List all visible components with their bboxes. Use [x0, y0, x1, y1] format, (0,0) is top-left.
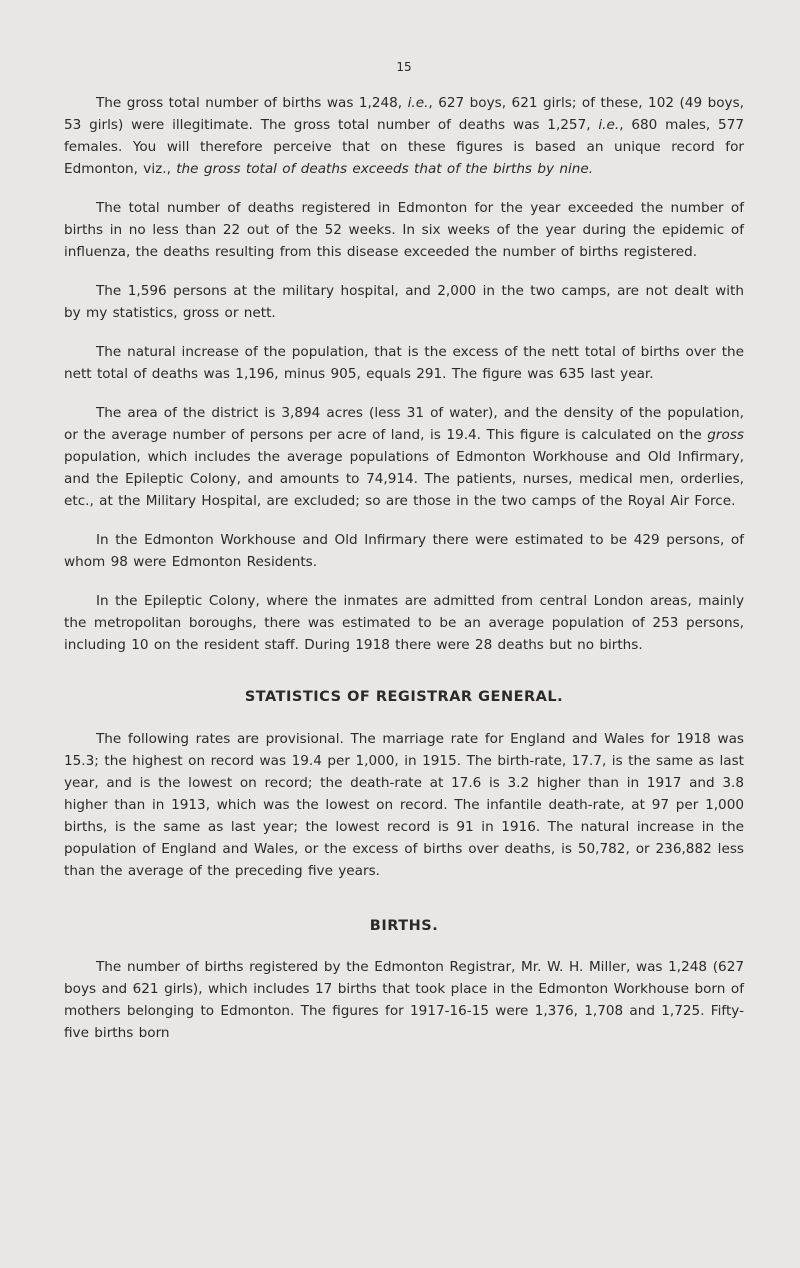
paragraph-military-hospital: The 1,596 persons at the military hospital, and 2,000 in the two camps, are not dealt with by my statistics, gross or nett. — [64, 283, 744, 321]
text-segment: , 680 males, 577 females. You will therefore perceive that on these figures is based an unique record for Edmonton, viz., — [64, 117, 745, 177]
heading-births: BIRTHS. — [369, 918, 439, 934]
heading-registrar-general: STATISTICS OF REGISTRAR GENERAL. — [244, 689, 564, 705]
text-segment: , 627 boys, 621 girls; of these, 102 (49 boys, 53 girls) were illegitimate. The gross total number of deaths was 1,257, — [64, 95, 744, 133]
paragraph-births-deaths-summary — [64, 92, 744, 180]
page-number: 15 — [396, 60, 412, 74]
text-segment: The gross total number of births was 1,248, — [96, 95, 408, 111]
paragraph-births: The number of births registered by the Edmonton Registrar, Mr. W. H. Miller, was 1,248 (627 boys and 621 girls), which includes 17 births that took place in the Edmonton Workhouse born of mothers belonging to Edmonton. The figures for 1917-16-15 were 1,376, 1,708 and 1,725. Fifty-five births born — [64, 959, 744, 1041]
italic-abbrev: i.e. — [598, 117, 620, 133]
text-segment: The area of the district is 3,894 acres (less 31 of water), and the density of the population, or the average number of persons per acre of land, is 19.4. This figure is calculated on the — [64, 405, 744, 443]
paragraph-registrar-rates: The following rates are provisional. The marriage rate for England and Wales for 1918 was 15.3; the highest on record was 19.4 per 1,000, in 1915. The birth-rate, 17.7, is the same as last year, and is the lowest on record; the death-rate at 17.6 is 3.2 higher than in 1917 and 3.8 higher than in 1913, which was the lowest on record. The infantile death-rate, at 97 per 1,000 births, is the same as last year; the lowest record is 91 in 1916. The natural increase in the population of England and Wales, or the excess of births over deaths, is 50,782, or 236,882 less than the average of the preceding five years. — [64, 731, 744, 879]
italic-emphasis: the gross total of deaths exceeds that of the births by nine. — [176, 161, 594, 177]
italic-abbrev: i.e. — [407, 95, 429, 111]
paragraph-workhouse: In the Edmonton Workhouse and Old Infirmary there were estimated to be 429 persons, of whom 98 were Edmonton Residents. — [64, 532, 744, 570]
italic-gross: gross — [707, 427, 744, 443]
paragraph-epileptic-colony: In the Epileptic Colony, where the inmates are admitted from central London areas, mainly the metropolitan boroughs, there was estimated to be an average population of 253 persons, including 10 on the resident staff. During 1918 there were 28 deaths but no births. — [64, 593, 744, 653]
paragraph-natural-increase: The natural increase of the population, that is the excess of the nett total of births over the nett total of deaths was 1,196, minus 905, equals 291. The figure was 635 last year. — [64, 344, 744, 382]
paragraph-weekly-deaths: The total number of deaths registered in Edmonton for the year exceeded the number of births in no less than 22 out of the 52 weeks. In six weeks of the year during the epidemic of influenza, the deaths resulting from this disease exceeded the number of births registered. — [64, 200, 744, 260]
paragraph-area-density — [64, 402, 744, 512]
text-segment: population, which includes the average populations of Edmonton Workhouse and Old Infirmary, and the Epileptic Colony, and amounts to 74,914. The patients, nurses, medical men, orderlies, etc., at the Military Hospital, are excluded; so are those in the two camps of the Royal Air Force. — [64, 449, 744, 509]
